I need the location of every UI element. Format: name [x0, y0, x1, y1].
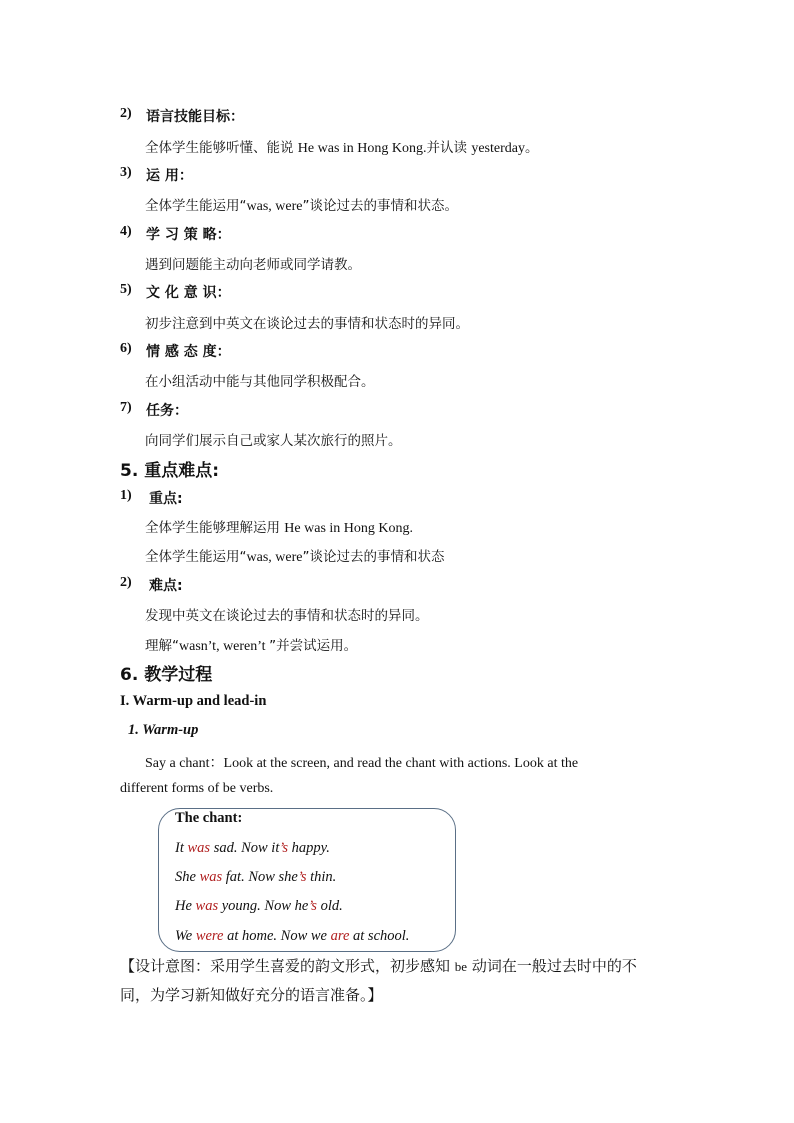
body-english: yesterday	[471, 141, 525, 156]
item-number: 2)	[120, 575, 132, 590]
item-title: 情 感 态 度：	[146, 344, 231, 360]
section-heading: 5. 重点难点:	[120, 461, 220, 481]
design-english: be	[454, 959, 468, 974]
item-body	[145, 634, 357, 655]
body-text: 全体学生能运用“	[145, 549, 247, 565]
chant-be-verb: ’s	[279, 840, 288, 856]
item-number: 5)	[120, 282, 132, 297]
chant-be-verb: were	[195, 928, 224, 944]
item-body: 向同学们展示自己或家人某次旅行的照片。	[145, 433, 402, 449]
chant-text: thin.	[306, 869, 337, 885]
chant-line	[175, 869, 336, 886]
item-body	[145, 545, 444, 566]
design-text: 动词在一般过去时中的不	[467, 957, 637, 975]
subsection-heading: I. Warm-up and lead-in	[120, 693, 267, 709]
body-text: 。	[524, 140, 539, 156]
body-text: 全体学生能够听懂、能说	[145, 140, 298, 156]
body-english: was, were	[246, 199, 303, 214]
chant-text: He	[175, 898, 196, 914]
item-title: 难点:	[149, 578, 183, 594]
chant-be-verb: was	[195, 898, 219, 914]
section-heading: 6. 教学过程	[120, 665, 213, 685]
design-note-line: 同，为学习新知做好充分的语言准备。】	[120, 986, 383, 1004]
item-title: 学 习 策 略：	[146, 227, 231, 243]
paragraph-line: different forms of be verbs.	[120, 781, 274, 796]
body-text: 理解“	[145, 638, 179, 654]
chant-text: sad. Now it	[210, 840, 280, 856]
item-title: 语言技能目标：	[146, 109, 244, 125]
chant-text: fat. Now she	[222, 869, 298, 885]
chant-be-verb: was	[199, 869, 223, 885]
item-number: 4)	[120, 224, 132, 239]
item-number: 7)	[120, 400, 132, 415]
chant-text: young. Now he	[218, 898, 309, 914]
item-title: 重点:	[149, 491, 183, 507]
body-text: 并认读	[426, 140, 472, 156]
chant-be-verb: was	[187, 840, 211, 856]
item-body: 遇到问题能主动向老师或同学请教。	[145, 257, 361, 273]
paragraph-line: Say a chant：Look at the screen, and read the chant with actions. Look at the	[145, 756, 579, 771]
chant-text: It	[175, 840, 188, 856]
item-number: 6)	[120, 341, 132, 356]
chant-be-verb: are	[330, 928, 350, 944]
item-title: 文 化 意 识：	[146, 285, 231, 301]
body-english: wasn’t, weren’t	[179, 639, 270, 654]
subsubsection-heading: 1. Warm-up	[128, 722, 199, 738]
chant-text: We	[175, 928, 196, 944]
chant-text: happy.	[287, 840, 330, 856]
body-english: was, were	[246, 550, 303, 565]
design-note	[120, 952, 660, 1009]
chant-line	[175, 928, 409, 945]
chant-text: She	[175, 869, 200, 885]
chant-be-verb: ’s	[297, 869, 307, 885]
chant-text: at school.	[349, 928, 410, 944]
chant-line	[175, 840, 330, 857]
body-text: ”并尝试运用。	[269, 638, 358, 654]
chant-be-verb: ’s	[308, 898, 317, 914]
item-body: 发现中英文在谈论过去的事情和状态时的异同。	[145, 608, 429, 624]
design-note-line	[120, 952, 660, 981]
item-body: 在小组活动中能与其他同学积极配合。	[145, 374, 375, 390]
body-text: ”谈论过去的事情和状态。	[302, 198, 458, 214]
chant-line	[175, 898, 343, 915]
item-body: 初步注意到中英文在谈论过去的事情和状态时的异同。	[145, 316, 469, 332]
chant-title: The chant:	[175, 810, 243, 826]
item-body	[145, 194, 458, 215]
item-number: 2)	[120, 106, 132, 121]
item-title: 任务：	[146, 403, 188, 419]
design-text: 【设计意图：采用学生喜爱的韵文形式，初步感知	[120, 957, 455, 975]
item-body	[145, 516, 413, 537]
body-text: 全体学生能运用“	[145, 198, 247, 214]
chant-text: old.	[316, 898, 343, 914]
body-english: He was in Hong Kong.	[297, 141, 427, 156]
body-text: ”谈论过去的事情和状态	[302, 549, 445, 565]
body-text: 全体学生能够理解运用	[145, 520, 285, 536]
item-title: 运 用：	[146, 168, 193, 184]
item-number: 3)	[120, 165, 132, 180]
chant-text: at home. Now we	[223, 928, 331, 944]
body-english: He was in Hong Kong.	[284, 521, 414, 536]
item-number: 1)	[120, 488, 132, 503]
item-body	[145, 136, 538, 157]
